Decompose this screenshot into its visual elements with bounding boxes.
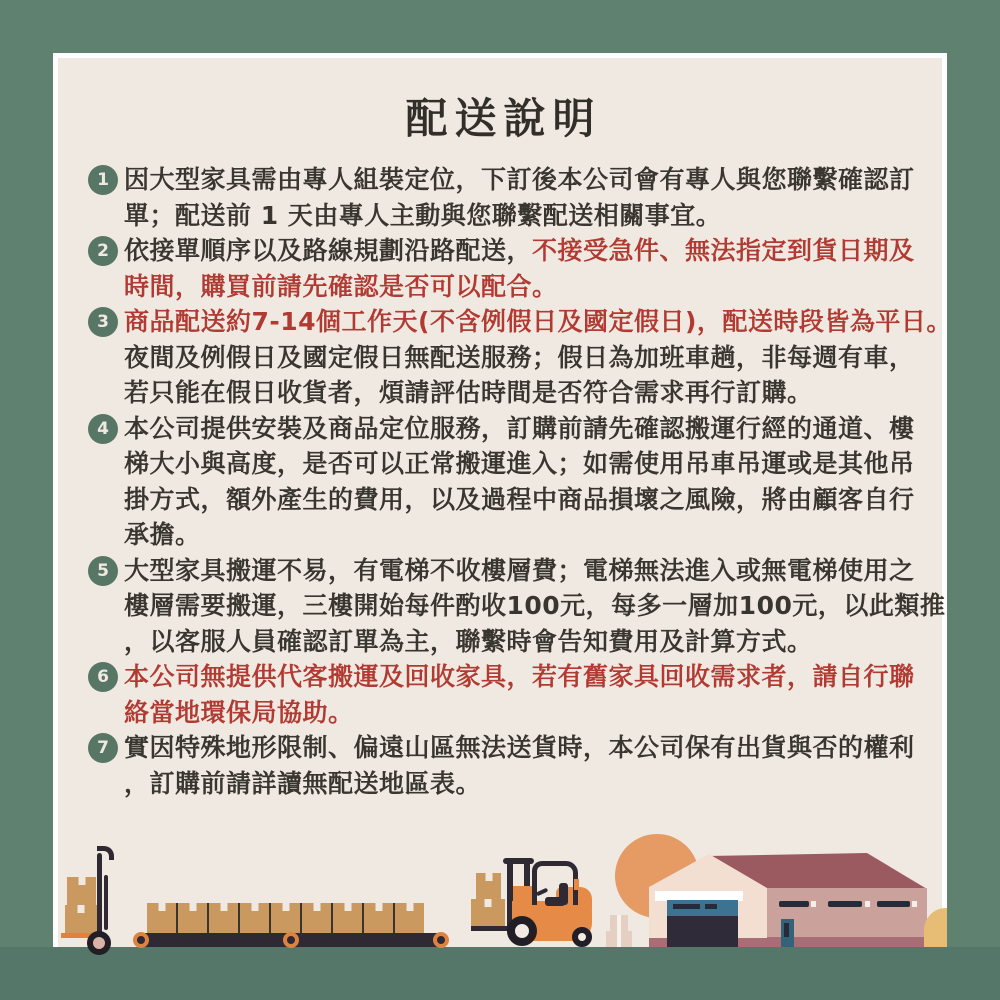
- notice-line: [124, 766, 916, 802]
- body-text: 樓層需要搬運，三樓開始每件酌收100元，每多一層加100元，以此類推: [124, 591, 946, 620]
- item-number-badge: 5: [88, 556, 118, 586]
- item-number-badge: 2: [88, 236, 118, 266]
- page-title: 配送說明: [405, 94, 602, 143]
- notice-line: [124, 304, 952, 340]
- notice-line: [124, 517, 916, 553]
- notice-item-text: [124, 730, 916, 801]
- notice-item: [88, 730, 916, 801]
- notice-line: [124, 233, 916, 269]
- notice-item: [88, 659, 916, 730]
- notice-item: [88, 411, 916, 553]
- notice-line: [124, 588, 945, 624]
- notice-line: [124, 695, 916, 731]
- notice-line: [124, 162, 916, 198]
- notice-line: [124, 375, 952, 411]
- body-text: 承擔。: [124, 520, 201, 549]
- highlighted-text: 商品配送約7-14個工作天(不含例假日及國定假日)，配送時段皆為平日。: [124, 307, 952, 336]
- notice-item: [88, 162, 916, 233]
- notice-line: [124, 482, 916, 518]
- body-text: 單；配送前 1 天由專人主動與您聯繫配送相關事宜。: [124, 200, 722, 230]
- body-text: 實因特殊地形限制、偏遠山區無法送貨時，本公司保有出貨與否的權利: [124, 733, 915, 762]
- notice-line: [124, 411, 916, 447]
- notice-item-text: [124, 233, 916, 304]
- notice-line: [124, 446, 916, 482]
- body-text: 因大型家具需由專人組裝定位，下訂後本公司會有專人與您聯繫確認訂: [124, 165, 915, 194]
- notice-list: [88, 162, 952, 801]
- notice-item-text: [124, 304, 952, 411]
- body-text: 掛方式，額外產生的費用，以及過程中商品損壞之風險，將由顧客自行: [124, 484, 915, 514]
- notice-line: [124, 553, 945, 589]
- delivery-notice-panel: [53, 53, 952, 947]
- notice-item-text: [124, 659, 916, 730]
- notice-item-text: [124, 553, 945, 660]
- notice-line: [124, 269, 916, 305]
- notice-item: [88, 304, 952, 411]
- notice-item-text: [124, 162, 916, 233]
- notice-line: [124, 659, 916, 695]
- notice-item-text: [124, 411, 916, 553]
- notice-line: [124, 198, 916, 234]
- body-text: 若只能在假日收貨者，煩請評估時間是否符合需求再行訂購。: [124, 378, 813, 407]
- body-text: 依接單順序以及路線規劃沿路配送，: [124, 236, 533, 265]
- item-number-badge: 1: [88, 165, 118, 195]
- ground: [0, 947, 1000, 1000]
- highlighted-text: 絡當地環保局協助。: [124, 697, 354, 727]
- item-number-badge: 7: [88, 733, 118, 763]
- body-text: 本公司提供安裝及商品定位服務，訂購前請先確認搬運行經的通道、樓: [124, 413, 915, 443]
- highlighted-text: 本公司無提供代客搬運及回收家具，若有舊家具回收需求者，請自行聯: [124, 662, 915, 691]
- highlighted-text: 不接受急件、無法指定到貨日期及: [532, 236, 915, 265]
- notice-line: [124, 340, 952, 376]
- notice-line: [124, 624, 945, 660]
- highlighted-text: 時間，購買前請先確認是否可以配合。: [124, 271, 558, 301]
- body-text: 大型家具搬運不易，有電梯不收樓層費；電梯無法進入或無電梯使用之: [124, 555, 915, 585]
- body-text: 梯大小與高度，是否可以正常搬運進入；如需使用吊車吊運或是其他吊: [124, 449, 915, 478]
- body-text: 夜間及例假日及國定假日無配送服務；假日為加班車趟，非每週有車，: [124, 342, 915, 372]
- item-number-badge: 4: [88, 414, 118, 444]
- item-number-badge: 3: [88, 307, 118, 337]
- body-text: ，訂購前請詳讀無配送地區表。: [124, 768, 482, 798]
- notice-item: [88, 233, 916, 304]
- notice-line: [124, 730, 916, 766]
- body-text: ，以客服人員確認訂單為主，聯繫時會告知費用及計算方式。: [124, 626, 813, 656]
- item-number-badge: 6: [88, 662, 118, 692]
- notice-item: [88, 553, 946, 660]
